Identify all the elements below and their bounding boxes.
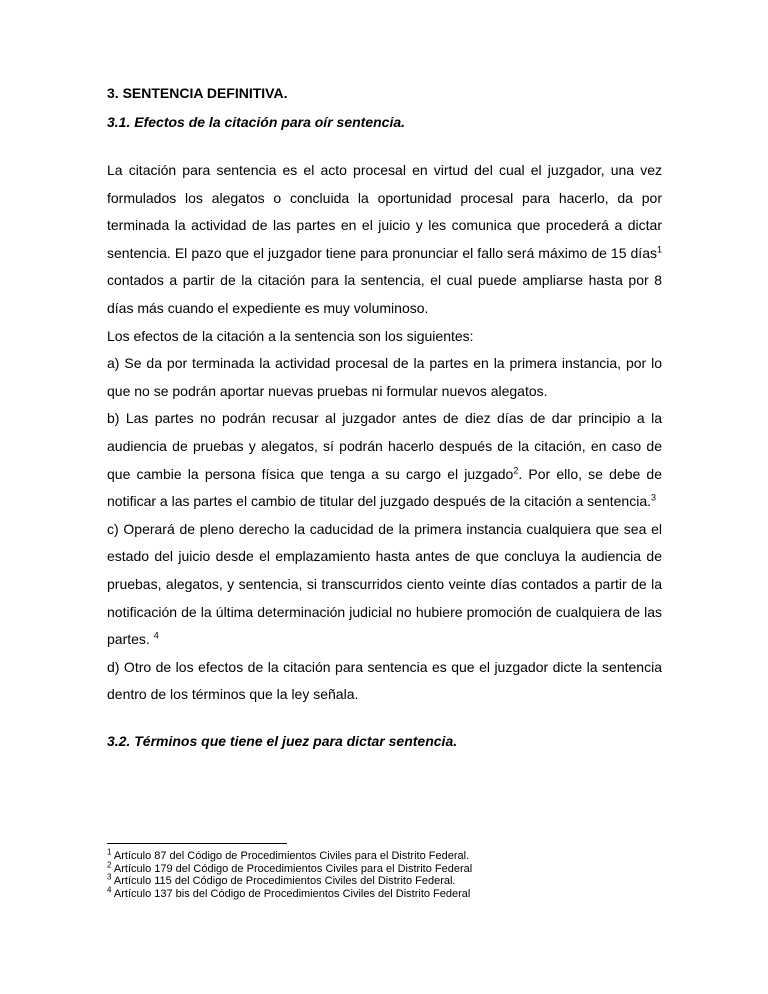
paragraph-efectos-intro: Los efectos de la citación a la sentencia son los siguientes:	[107, 327, 474, 344]
document-body	[107, 84, 662, 751]
footnotes	[107, 843, 662, 900]
footnote: $^4$ Artículo 137 bis del Código de Procedimientos Civiles del Distrito Federal	[107, 884, 471, 900]
list-item-a: a) Se da por terminada la actividad procesal de la partes en la primera instancia, por lo que no se podrán aportar nuevas pruebas ni formular nuevos alegatos.	[107, 355, 662, 399]
footnote-ref-1: 1	[656, 244, 662, 255]
footnote-ref-2: 2	[513, 464, 519, 475]
paragraph-citacion: La citación para sentencia es el acto procesal en virtud del cual el juzgador, una vez formulados los alegatos o concluida la oportunidad procesal para hacerlo, da por terminada la actividad de las partes en el juicio y les comunica que procederá a dictar sentencia. El pazo que el juzgador tiene para pronunciar el fallo será máximo de 15 días$^1$ contados a partir de la citación para la sentencia, el cual puede ampliarse hasta por 8 días más cuando el expediente es muy voluminoso.	[107, 162, 662, 316]
list-item-d: d) Otro de los efectos de la citación para sentencia es que el juzgador dicte la sentencia dentro de los términos que la ley señala.	[107, 658, 662, 703]
footnote: $^2$ Artículo 179 del Código de Procedimientos Civiles para el Distrito Federal	[107, 859, 473, 875]
footnote: $^1$ Artículo 87 del Código de Procedimientos Civiles para el Distrito Federal.	[107, 847, 470, 862]
footnote-ref-4: 4	[153, 630, 159, 641]
list-item-b: b) Las partes no podrán recusar al juzgador antes de diez días de dar principio a la audiencia de pruebas y alegatos, sí podrán hacerlo después de la citación, en caso de que cambie la persona física que tenga a su cargo el juzgado$^2$. Por ello, se debe de notificar a las partes el cambio de titular del juzgado después de la citación a sentencia.$^3$	[107, 410, 662, 510]
footnote: $^3$ Artículo 115 del Código de Procedimientos Civiles del Distrito Federal.	[107, 872, 456, 887]
section-heading: 3. SENTENCIA DEFINITIVA.	[107, 85, 288, 101]
subsection-heading-3-1: 3.1. Efectos de la citación para oír sentencia.	[107, 114, 406, 130]
footnote-separator	[107, 843, 287, 844]
subsection-heading-3-2: 3.2. Términos que tiene el juez para dictar sentencia.	[107, 732, 458, 749]
footnote-ref-3: 3	[651, 492, 657, 503]
list-item-c: c) Operará de pleno derecho la caducidad de la primera instancia cualquiera que sea el estado del juicio desde el emplazamiento hasta antes de que concluya la audiencia de pruebas, alegatos, y sentencia, si transcurridos ciento veinte días contados a partir de la notificación de la última determinación judicial no hubiere promoción de cualquiera de las partes. $^4$	[107, 520, 662, 648]
